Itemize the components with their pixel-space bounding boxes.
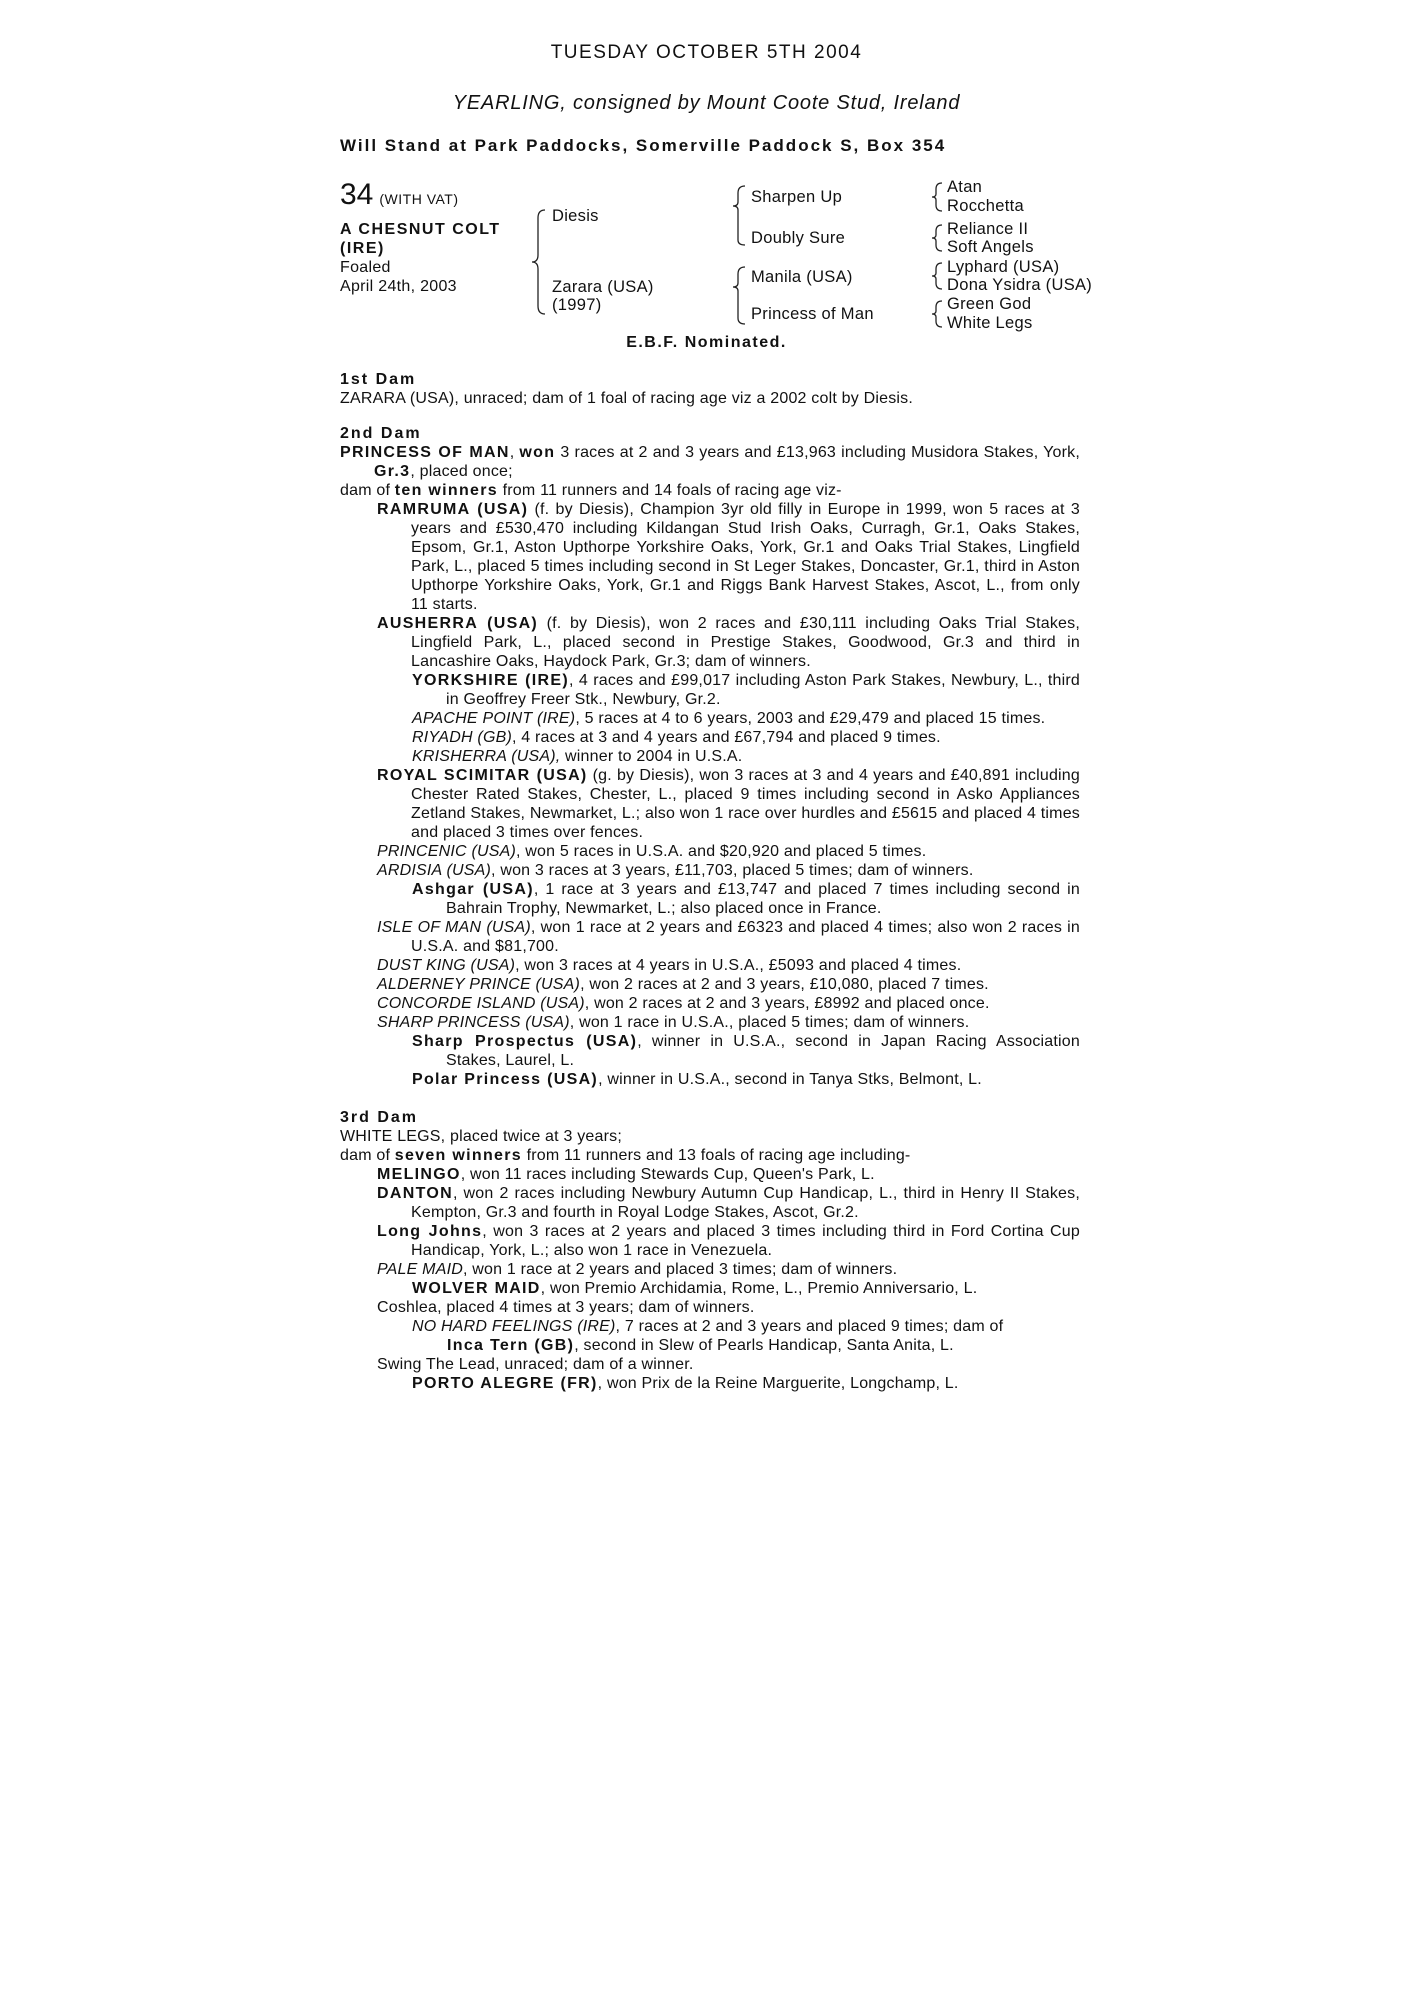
- pedigree-sire-sire: Sharpen Up: [751, 188, 843, 206]
- consignment-line: YEARLING, consigned by Mount Coote Stud, Ireland: [452, 92, 961, 114]
- entry-polar-princess: Polar Princess (USA), winner in U.S.A., second in Tanya Stks, Belmont, L.: [412, 1071, 982, 1088]
- entry-coshlea: Coshlea, placed 4 times at 3 years; dam of winners.: [377, 1299, 755, 1316]
- entry-ausherra: AUSHERRA (USA) (f. by Diesis), won 2 races and £30,111 including Oaks Trial Stakes, Lingfield Park, L., placed second in Prestige Stakes, Goodwood, Gr.3 and third in Lancashire Oaks, Haydock Park, Gr.3; dam of winners.: [377, 615, 1080, 670]
- pedigree-g7: Green God: [947, 295, 1032, 313]
- third-dam-entry: WHITE LEGS, placed twice at 3 years;: [340, 1128, 622, 1145]
- pedigree-g6: Dona Ysidra (USA): [947, 276, 1093, 294]
- produce-record: [340, 370, 1080, 1393]
- sale-date: TUESDAY OCTOBER 5TH 2004: [550, 42, 863, 63]
- sharpen-up-brace: [932, 183, 942, 211]
- pedigree-dam-sire: Manila (USA): [751, 268, 853, 286]
- stand-location: Will Stand at Park Paddocks, Somerville Paddock S, Box 354: [340, 136, 947, 155]
- first-dam-text: ZARARA (USA), unraced; dam of 1 foal of racing age viz a 2002 colt by Diesis.: [340, 390, 913, 407]
- entry-no-hard-feelings: NO HARD FEELINGS (IRE), 7 races at 2 and 3 years and placed 9 times; dam of: [412, 1318, 1004, 1335]
- pedigree-sire-dam: Doubly Sure: [751, 229, 846, 247]
- horse-description: A CHESNUT COLT (IRE): [340, 221, 501, 257]
- second-dam-entry: PRINCESS OF MAN, won 3 races at 2 and 3 years and £13,963 including Musidora Stakes, York, Gr.3, placed once;: [340, 444, 1080, 480]
- manila-brace: [932, 263, 942, 289]
- entry-apache-point: APACHE POINT (IRE), 5 races at 4 to 6 years, 2003 and £29,479 and placed 15 times.: [412, 710, 1046, 727]
- entry-melingo: MELINGO, won 11 races including Stewards Cup, Queen's Park, L.: [377, 1166, 875, 1183]
- sire-line-brace: [733, 186, 745, 245]
- entry-porto-alegre: PORTO ALEGRE (FR), won Prix de la Reine Marguerite, Longchamp, L.: [412, 1375, 959, 1392]
- princess-brace: [932, 301, 942, 327]
- entry-swing-the-lead: Swing The Lead, unraced; dam of a winner.: [377, 1356, 694, 1373]
- pedigree-dam-year: (1997): [552, 296, 602, 314]
- entry-krisherra: KRISHERRA (USA), winner to 2004 in U.S.A.: [412, 748, 743, 765]
- entry-yorkshire: YORKSHIRE (IRE), 4 races and £99,017 including Aston Park Stakes, Newbury, L., third in Geoffrey Freer Stk., Newbury, Gr.2.: [412, 672, 1080, 708]
- pedigree-g3: Reliance II: [947, 220, 1029, 238]
- pedigree-g5: Lyphard (USA): [947, 258, 1060, 276]
- first-dam-heading: 1st Dam: [340, 371, 417, 388]
- entry-sharp-princess: SHARP PRINCESS (USA), won 1 race in U.S.A., placed 5 times; dam of winners.: [377, 1014, 970, 1031]
- entry-ashgar: Ashgar (USA), 1 race at 3 years and £13,747 and placed 7 times including second in Bahrain Trophy, Newmarket, L.; also placed once in France.: [412, 881, 1081, 917]
- pedigree-braces: [0, 0, 1413, 340]
- entry-wolver-maid: WOLVER MAID, won Premio Archidamia, Rome, L., Premio Anniversario, L.: [412, 1280, 978, 1297]
- entry-ardisia: ARDISIA (USA), won 3 races at 3 years, £11,703, placed 5 times; dam of winners.: [377, 862, 974, 879]
- entry-royal-scimitar: ROYAL SCIMITAR (USA) (g. by Diesis), won 3 races at 3 and 4 years and £40,891 including Chester Rated Stakes, Chester, L., placed 9 times including second in Asko Appliances Zetland Stakes, Newmarket, L.; also won 1 race over hurdles and £5615 and placed 4 times and placed 3 times over fences.: [377, 767, 1080, 841]
- entry-ramruma: RAMRUMA (USA) (f. by Diesis), Champion 3yr old filly in Europe in 1999, won 5 races at 3 years and £530,470 including Kildangan Stud Irish Oaks, Curragh, Gr.1, Oaks Stakes, Epsom, Gr.1, Aston Upthorpe Yorkshire Oaks, York, Gr.1 and Oaks Trial Stakes, Lingfield Park, L., placed 5 times including second in St Leger Stakes, Doncaster, Gr.1, third in Aston Upthorpe Yorkshire Oaks, York, Gr.1 and Riggs Bank Harvest Stakes, Ascot, L., from only 11 starts.: [377, 501, 1080, 613]
- lot-number: 34 (WITH VAT): [340, 178, 459, 211]
- pedigree-g8: White Legs: [947, 314, 1033, 332]
- doubly-sure-brace: [932, 225, 942, 251]
- pedigree-g1: Atan: [947, 178, 983, 196]
- pedigree-sire: Diesis: [552, 207, 599, 225]
- pedigree-g4: Soft Angels: [947, 238, 1034, 256]
- foaled-label: Foaled: [340, 259, 391, 276]
- pedigree-dam-dam: Princess of Man: [751, 305, 874, 323]
- pedigree-dam: Zarara (USA): [552, 278, 654, 296]
- entry-dust-king: DUST KING (USA), won 3 races at 4 years in U.S.A., £5093 and placed 4 times.: [377, 957, 962, 974]
- entry-sharp-prospectus: Sharp Prospectus (USA), winner in U.S.A., second in Japan Racing Association Stakes, Laurel, L.: [412, 1033, 1080, 1069]
- entry-long-johns: Long Johns, won 3 races at 2 years and placed 3 times including third in Ford Cortina Cup Handicap, York, L.; also won 1 race in Venezuela.: [377, 1223, 1080, 1259]
- second-dam-produce: dam of ten winners from 11 runners and 14 foals of racing age viz-: [340, 482, 842, 499]
- vat-note: (WITH VAT): [379, 191, 459, 207]
- sire-dam-brace: [532, 210, 545, 314]
- entry-danton: DANTON, won 2 races including Newbury Autumn Cup Handicap, L., third in Henry II Stakes, Kempton, Gr.3 and fourth in Royal Lodge Stakes, Ascot, Gr.2.: [377, 1185, 1080, 1221]
- second-dam-heading: 2nd Dam: [340, 425, 422, 442]
- third-dam-produce: dam of seven winners from 11 runners and 13 foals of racing age including-: [340, 1147, 911, 1164]
- entry-pale-maid: PALE MAID, won 1 race at 2 years and placed 3 times; dam of winners.: [377, 1261, 898, 1278]
- dam-line-brace: [733, 267, 745, 324]
- pedigree-g2: Rocchetta: [947, 197, 1024, 215]
- entry-riyadh: RIYADH (GB), 4 races at 3 and 4 years and £67,794 and placed 9 times.: [412, 729, 941, 746]
- ebf-nominated: E.B.F. Nominated.: [626, 334, 787, 351]
- entry-princenic: PRINCENIC (USA), won 5 races in U.S.A. and $20,920 and placed 5 times.: [377, 843, 927, 860]
- entry-concorde-island: CONCORDE ISLAND (USA), won 2 races at 2 and 3 years, £8992 and placed once.: [377, 995, 990, 1012]
- foaled-date: April 24th, 2003: [340, 278, 457, 295]
- entry-inca-tern: Inca Tern (GB), second in Slew of Pearls Handicap, Santa Anita, L.: [447, 1337, 954, 1354]
- entry-alderney-prince: ALDERNEY PRINCE (USA), won 2 races at 2 and 3 years, £10,080, placed 7 times.: [377, 976, 989, 993]
- third-dam-heading: 3rd Dam: [340, 1109, 419, 1126]
- entry-isle-of-man: ISLE OF MAN (USA), won 1 race at 2 years and £6323 and placed 4 times; also won 2 races in U.S.A. and $81,700.: [377, 919, 1080, 955]
